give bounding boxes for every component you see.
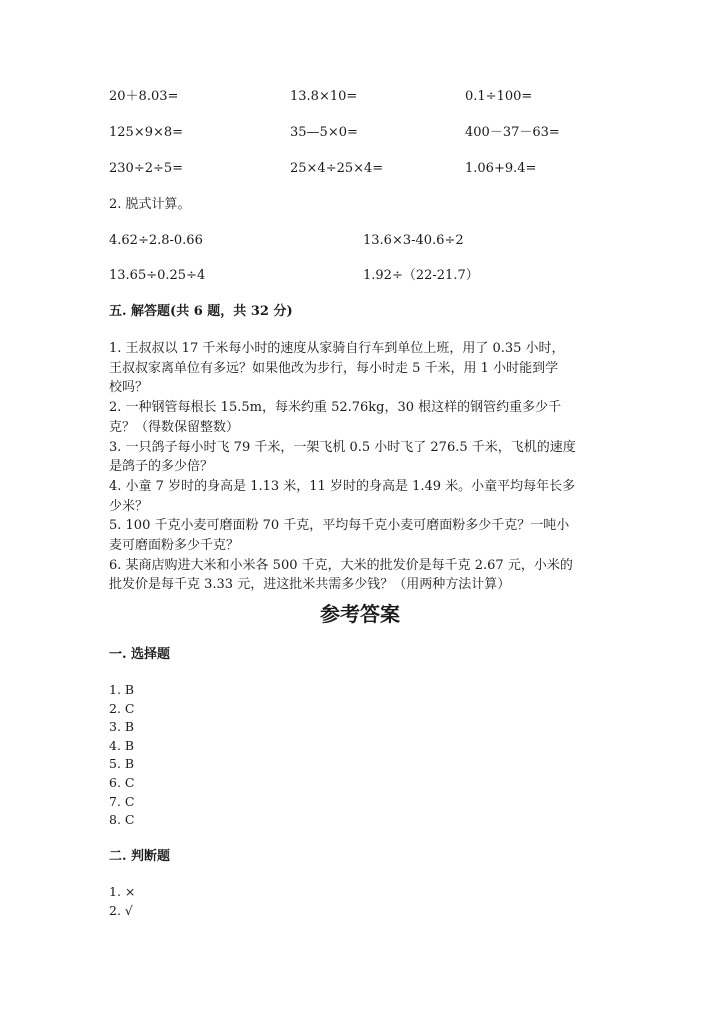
answer-item: 2. C: [109, 700, 135, 716]
problem-line: 4. 小童 7 岁时的身高是 1.13 米，11 岁时的身高是 1.49 米。小童平均每年长多: [109, 478, 576, 494]
problem-line: 2. 一种钢管每根长 15.5m，每米约重 52.76kg，30 根这样的钢管约重多少千: [109, 400, 562, 416]
answer-item: 3. B: [109, 719, 135, 735]
problem-4: [109, 477, 614, 516]
answer-item: 1. ×: [109, 884, 136, 899]
problem-line: 1. 王叔叔以 17 千米每小时的速度从家骑自行车到单位上班，用了 0.35 小时，: [109, 341, 565, 356]
section-2-title: 2. 脱式计算。: [109, 197, 191, 212]
problem-line: 克？（得数保留整数）: [109, 419, 240, 435]
problem-3: [109, 438, 614, 477]
calc-item: 13.65÷0.25÷4: [109, 268, 206, 283]
problem-line: 批发价是每千克 3.33 元，进这批米共需多少钱？（用两种方法计算）: [109, 577, 511, 593]
answer-item: 6. C: [109, 774, 135, 790]
calc-item: 400－37－63=: [465, 125, 560, 140]
calc-item: 35—5×0=: [290, 125, 358, 140]
calc-item: 13.8×10=: [290, 89, 358, 104]
problem-line: 是鸽子的多少倍？: [109, 459, 214, 475]
problem-line: 少米？: [109, 498, 149, 514]
problem-2: [109, 398, 614, 437]
calc-item: 1.92÷（22-21.7）: [363, 268, 479, 283]
problem-line: 麦可磨面粉多少千克？: [109, 538, 240, 554]
problem-5: [109, 516, 614, 555]
problem-1: [109, 339, 614, 398]
calc-item: 4.62÷2.8-0.66: [109, 233, 203, 248]
answer-item: 4. B: [109, 737, 135, 753]
answer-item: 8. C: [109, 812, 135, 828]
answer-item: 2. √: [109, 902, 133, 918]
problem-line: 校吗？: [109, 380, 149, 396]
problem-6: [109, 556, 614, 595]
calc-item: 25×4÷25×4=: [290, 161, 384, 176]
section-5-title: 五. 解答题(共 6 题，共 32 分): [109, 304, 293, 319]
calc-item: 0.1÷100=: [465, 89, 533, 104]
answer-item: 1. B: [109, 682, 135, 697]
calc-item: 1.06+9.4=: [465, 161, 537, 176]
problem-list: [109, 339, 614, 595]
answer-item: 5. B: [109, 756, 135, 772]
calc-item: 13.6×3-40.6÷2: [363, 233, 464, 248]
calc-item: 230÷2÷5=: [109, 161, 184, 176]
problem-line: 3. 一只鸽子每小时飞 79 千米，一架飞机 0.5 小时飞了 276.5 千米，飞机的速度: [109, 439, 576, 455]
choice-section-title: 一. 选择题: [109, 647, 171, 662]
judge-section-title: 二. 判断题: [109, 849, 171, 864]
answer-key-title: 参考答案: [320, 602, 400, 626]
problem-line: 王叔叔家离单位有多远？如果他改为步行，每小时走 5 千米，用 1 小时能到学: [109, 360, 559, 376]
calc-item: 125×9×8=: [109, 125, 184, 140]
judge-answer-list: [109, 883, 135, 920]
answer-item: 7. C: [109, 793, 135, 809]
calc-item: 20＋8.03=: [109, 89, 179, 104]
problem-line: 6. 某商店购进大米和小米各 500 千克，大米的批发价是每千克 2.67 元，小米的: [109, 557, 573, 573]
choice-answer-list: [109, 681, 134, 830]
problem-line: 5. 100 千克小麦可磨面粉 70 千克，平均每千克小麦可磨面粉多少千克？一吨小: [109, 518, 570, 534]
